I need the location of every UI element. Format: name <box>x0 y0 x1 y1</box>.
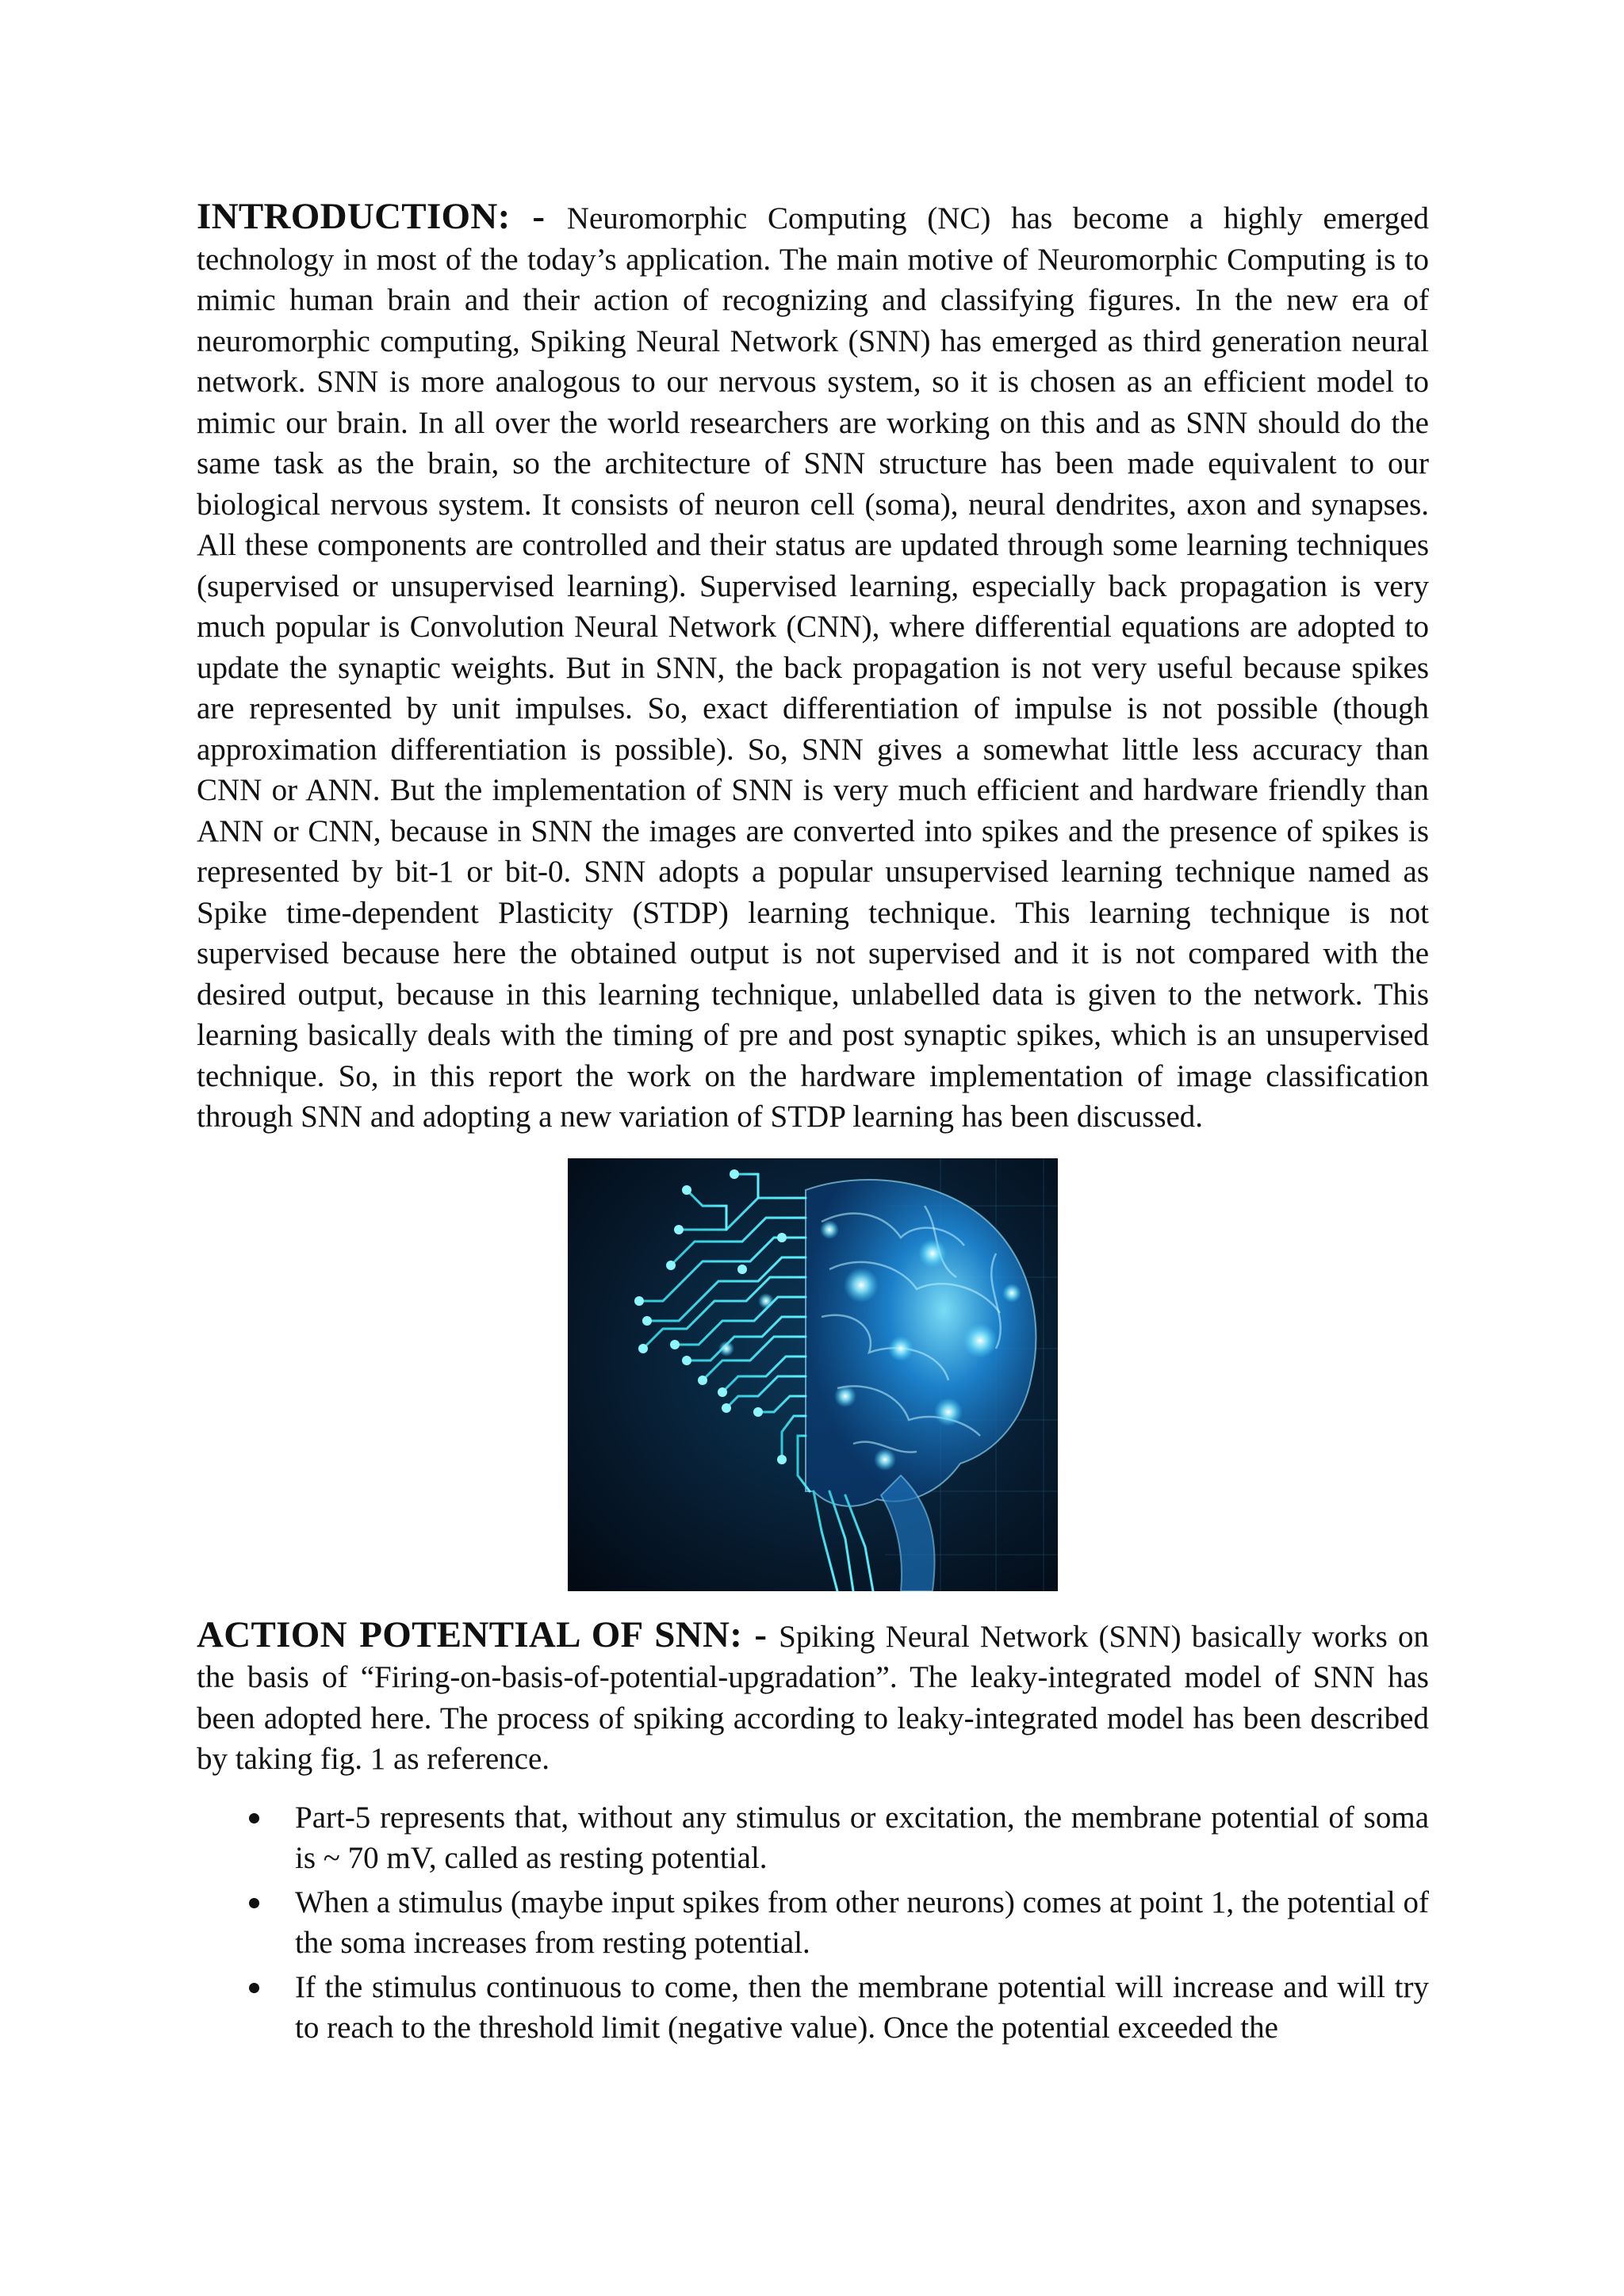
bullet-dot-icon <box>249 1898 259 1908</box>
introduction-body: Neuromorphic Computing (NC) has become a highly emerged technology in most of the today’s application. The main motive of Neuromorphic Computing is to mimic human brain and their action of recognizing and classifying figures. In the new era of neuromorphic computing, Spiking Neural Network (SNN) has emerged as third generation neural network. SNN is more analogous to our nervous system, so it is chosen as an efficient model to mimic our brain. In all over the world researchers are working on this and as SNN should do the same task as the brain, so the architecture of SNN structure has been made equivalent to our biological nervous system. It consists of neuron cell (soma), neural dendrites, axon and synapses. All these components are controlled and their status are updated through some learning techniques (supervised or unsupervised learning). Supervised learning, especially back propagation is very much popular is Convolution Neural Network (CNN), where differential equations are adopted to update the synaptic weights. But in SNN, the back propagation is not very useful because spikes are represented by unit impulses. So, exact differentiation of impulse is not possible (though approximation differentiation is possible). So, SNN gives a somewhat little less accuracy than CNN or ANN. But the implementation of SNN is very much efficient and hardware friendly than ANN or CNN, because in SNN the images are converted into spikes and the presence of spikes is represented by bit-1 or bit-0. SNN adopts a popular unsupervised learning technique named as Spike time-dependent Plasticity (STDP) learning technique. This learning technique is not supervised because here the obtained output is not supervised and it is not compared with the desired output, because in this learning technique, unlabelled data is given to the network. This learning basically deals with the timing of pre and post synaptic spikes, which is an unsupervised technique. So, in this report the work on the hardware implementation of image classification through SNN and adopting a new variation of STDP learning has been discussed. <box>197 201 1430 1134</box>
bullet-item <box>197 1967 1429 2049</box>
bullet-dot-icon <box>249 1813 259 1823</box>
action-potential-heading: ACTION POTENTIAL OF SNN: <box>197 1613 743 1655</box>
introduction-heading: INTRODUCTION: <box>197 196 511 237</box>
brain-circuit-illustration <box>568 1158 1058 1591</box>
figure-container <box>197 1158 1429 1591</box>
bullet-text: When a stimulus (maybe input spikes from other neurons) comes at point 1, the potential of the soma increases from resting potential. <box>295 1885 1429 1960</box>
bullet-text: If the stimulus continuous to come, then the membrane potential will increase and will try to reach to the threshold limit (negative value). Once the potential exceeded the <box>295 1969 1429 2045</box>
document-content <box>197 197 1429 2052</box>
introduction-paragraph <box>197 197 1429 1138</box>
action-potential-heading-dash: - <box>742 1613 779 1655</box>
bullet-text: Part-5 represents that, without any stimulus or excitation, the membrane potential of soma is ~ 70 mV, called as resting potential. <box>295 1800 1429 1875</box>
action-potential-paragraph <box>197 1615 1429 1780</box>
bullet-dot-icon <box>249 1983 259 1993</box>
bullet-item <box>197 1797 1429 1879</box>
action-potential-bullet-list <box>197 1797 1429 2049</box>
bullet-item <box>197 1882 1429 1964</box>
introduction-heading-dash: - <box>510 196 567 237</box>
action-potential-body: Spiking Neural Network (SNN) basically works on the basis of “Firing-on-basis-of-potential-upgradation”. The leaky-integrated model of SNN has been adopted here. The process of spiking according to leaky-integrated model has been described by taking fig. 1 as reference. <box>197 1619 1429 1776</box>
